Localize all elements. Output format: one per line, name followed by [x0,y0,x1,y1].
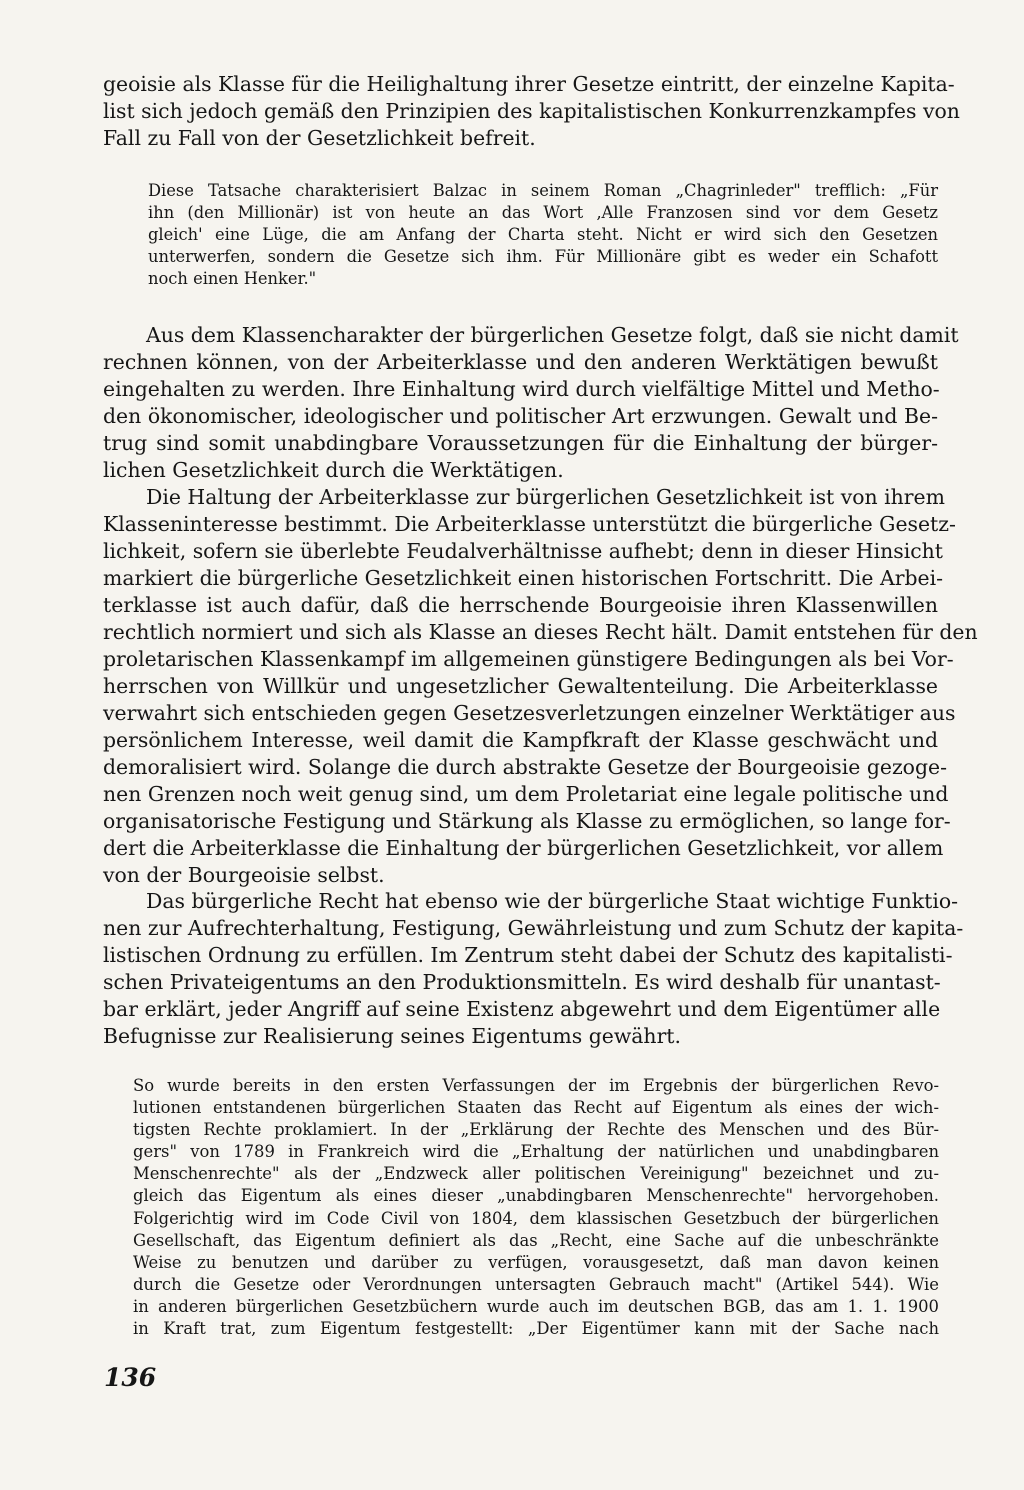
text-line: listischen Ordnung zu erfüllen. Im Zentrum steht dabei der Schutz des kapitalisti- [103,943,953,967]
text-line: dert die Arbeiterklasse die Einhaltung der bürgerlichen Gesetzlichkeit, vor allem [103,836,944,860]
text-line: rechnen können, von der Arbeiterklasse und den anderen Werktätigen bewußt [103,350,938,374]
text-line: den ökonomischer, ideologischer und politischer Art erzwungen. Gewalt und Be- [103,404,938,428]
quote-line: unterwerfen, sondern die Gesetze sich ihm. Für Millionäre gibt es weder ein Schafott [148,247,938,267]
text-line: Das bürgerliche Recht hat ebenso wie der bürgerliche Staat wichtige Funktio- [146,889,959,913]
text-line: herrschen von Willkür und ungesetzlicher Gewaltenteilung. Die Arbeiterklasse [103,674,938,698]
quote-line: noch einen Henker." [148,269,317,289]
note-line: tigsten Rechte proklamiert. In der „Erklärung der Rechte des Menschen und des Bür- [133,1120,939,1140]
text-line: verwahrt sich entschieden gegen Gesetzesverletzungen einzelner Werktätiger aus [103,701,956,725]
text-line: Fall zu Fall von der Gesetzlichkeit befreit. [103,126,536,150]
note-line: Weise zu benutzen und darüber zu verfügen, vorausgesetzt, daß man davon keinen [133,1252,939,1272]
working-class-paragraph [103,484,978,889]
text-line: Klasseninteresse bestimmt. Die Arbeiterklasse unterstützt die bürgerliche Gesetz- [103,512,956,536]
class-character-paragraph [103,322,959,484]
text-line: schen Privateigentums an den Produktionsmitteln. Es wird deshalb für unantast- [103,970,941,994]
balzac-quote-block [148,180,938,290]
note-line: gleich das Eigentum als eines dieser „unabdingbaren Menschenrechte" hervorgehoben. [133,1186,939,1206]
note-line: in anderen bürgerlichen Gesetzbüchern wurde auch im deutschen BGB, das am 1. 1. 1900 [133,1296,939,1316]
text-line: von der Bourgeoisie selbst. [103,863,385,887]
text-line: Die Haltung der Arbeiterklasse zur bürgerlichen Gesetzlichkeit ist von ihrem [146,485,945,509]
text-line: proletarischen Klassenkampf im allgemeinen günstigere Bedingungen als bei Vor- [103,647,954,671]
text-line: Befugnisse zur Realisierung seines Eigentums gewährt. [103,1024,681,1048]
property-note-block [133,1075,939,1340]
text-line: eingehalten zu werden. Ihre Einhaltung wird durch vielfältige Mittel und Metho- [103,377,940,401]
quote-line: Diese Tatsache charakterisiert Balzac in seinem Roman „Chagrinleder" trefflich: „Für [148,181,938,200]
continuation-paragraph [103,71,960,152]
text-line: lichen Gesetzlichkeit durch die Werktätigen. [103,458,564,482]
quote-line: gleich' eine Lüge, die am Anfang der Charta steht. Nicht er wird sich den Gesetzen [148,225,938,245]
text-line: lichkeit, sofern sie überlebte Feudalverhältnisse aufhebt; denn in dieser Hinsicht [103,539,943,563]
note-line: in Kraft trat, zum Eigentum festgestellt: „Der Eigentümer kann mit der Sache nach [133,1319,939,1339]
text-line: demoralisiert wird. Solange die durch abstrakte Gesetze der Bourgeoisie gezoge- [103,755,947,779]
note-line: lutionen entstandenen bürgerlichen Staaten das Recht auf Eigentum als eines der wich- [133,1098,939,1118]
note-line: durch die Gesetze oder Verordnungen untersagten Gebrauch macht" (Artikel 544). Wie [133,1274,939,1294]
text-line: organisatorische Festigung und Stärkung als Klasse zu ermöglichen, so lange for- [103,809,951,833]
text-line: bar erklärt, jeder Angriff auf seine Existenz abgewehrt und dem Eigentümer alle [103,997,941,1021]
text-line: nen Grenzen noch weit genug sind, um dem Proletariat eine legale politische und [103,782,949,806]
text-line: rechtlich normiert und sich als Klasse an dieses Recht hält. Damit entstehen für den [103,620,978,644]
quote-line: ihn (den Millionär) ist von heute an das Wort ‚Alle Franzosen sind vor dem Gesetz [148,203,938,223]
text-line: nen zur Aufrechterhaltung, Festigung, Gewährleistung und zum Schutz der kapita- [103,916,964,940]
page-number: 136 [104,1363,157,1392]
note-line: Menschenrechte" als der „Endzweck aller politischen Vereinigung" bezeichnet und zu- [133,1164,939,1184]
note-line: Gesellschaft, das Eigentum definiert als das „Recht, eine Sache auf die unbeschränkte [133,1230,939,1250]
note-line: gers" von 1789 in Frankreich wird die „Erhaltung der natürlichen und unabdingbaren [133,1142,939,1162]
text-line: list sich jedoch gemäß den Prinzipien des kapitalistischen Konkurrenzkampfes von [103,99,960,123]
civil-law-paragraph [103,888,964,1050]
text-line: persönlichem Interesse, weil damit die Kampfkraft der Klasse geschwächt und [103,728,938,752]
text-line: terklasse ist auch dafür, daß die herrschende Bourgeoisie ihren Klassenwillen [103,593,938,617]
text-line: geoisie als Klasse für die Heilighaltung ihrer Gesetze eintritt, der einzelne Kapita- [103,72,955,96]
text-line: trug sind somit unabdingbare Voraussetzungen für die Einhaltung der bürger- [103,431,938,455]
text-line: Aus dem Klassencharakter der bürgerlichen Gesetze folgt, daß sie nicht damit [146,323,959,347]
note-line: Folgerichtig wird im Code Civil von 1804, dem klassischen Gesetzbuch der bürgerlichen [133,1208,939,1228]
note-line: So wurde bereits in den ersten Verfassungen der im Ergebnis der bürgerlichen Revo- [133,1076,939,1095]
text-line: markiert die bürgerliche Gesetzlichkeit einen historischen Fortschritt. Die Arbei- [103,566,943,590]
